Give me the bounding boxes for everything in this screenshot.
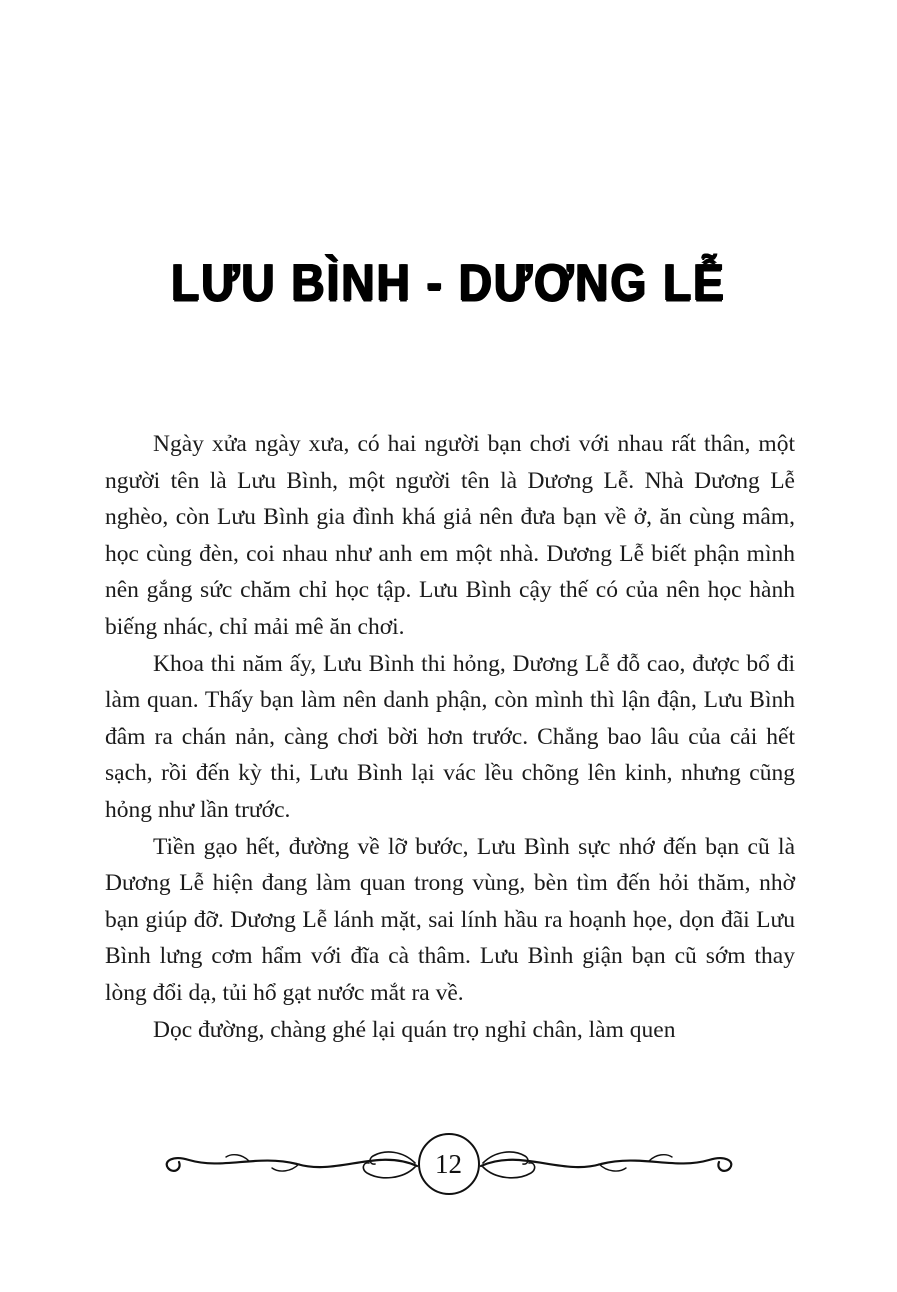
paragraph: Ngày xửa ngày xưa, có hai người bạn chơi với nhau rất thân, một người tên là Lưu Bình, một người tên là Dương Lễ. Nhà Dương Lễ nghèo, còn Lưu Bình gia đình khá giả nên đưa bạn về ở, ăn cùng mâm, học cùng đèn, coi nhau như anh em một nhà. Dương Lễ biết phận mình nên gắng sức chăm chỉ học tập. Lưu Bình cậy thế có của nên học hành biếng nhác, chỉ mải mê ăn chơi. (105, 431, 795, 640)
page-number: 12 (435, 1148, 462, 1179)
paragraph: Khoa thi năm ấy, Lưu Bình thi hỏng, Dương Lễ đỗ cao, được bổ đi làm quan. Thấy bạn làm nên danh phận, còn mình thì lận đận, Lưu Bình đâm ra chán nản, càng chơi bời hơn trước. Chẳng bao lâu của cải hết sạch, rồi đến kỳ thi, Lưu Bình lại vác lều chõng lên kinh, nhưng cũng hỏng như lần trước. (105, 650, 795, 823)
page-number-circle (418, 1133, 480, 1195)
page-title: LƯU BÌNH - DƯƠNG LỄ (171, 253, 726, 312)
story-body (105, 426, 795, 1048)
page-footer (129, 1128, 769, 1200)
paragraph: Dọc đường, chàng ghé lại quán trọ nghỉ chân, làm quen (153, 1016, 676, 1043)
paragraph: Tiền gạo hết, đường về lỡ bước, Lưu Bình sực nhớ đến bạn cũ là Dương Lễ hiện đang làm quan trong vùng, bèn tìm đến hỏi thăm, nhờ bạn giúp đỡ. Dương Lễ lánh mặt, sai lính hầu ra hoạnh họe, dọn đãi Lưu Bình lưng cơm hẩm với đĩa cà thâm. Lưu Bình giận bạn cũ sớm thay lòng đổi dạ, tủi hổ gạt nước mắt ra về. (105, 833, 795, 1006)
